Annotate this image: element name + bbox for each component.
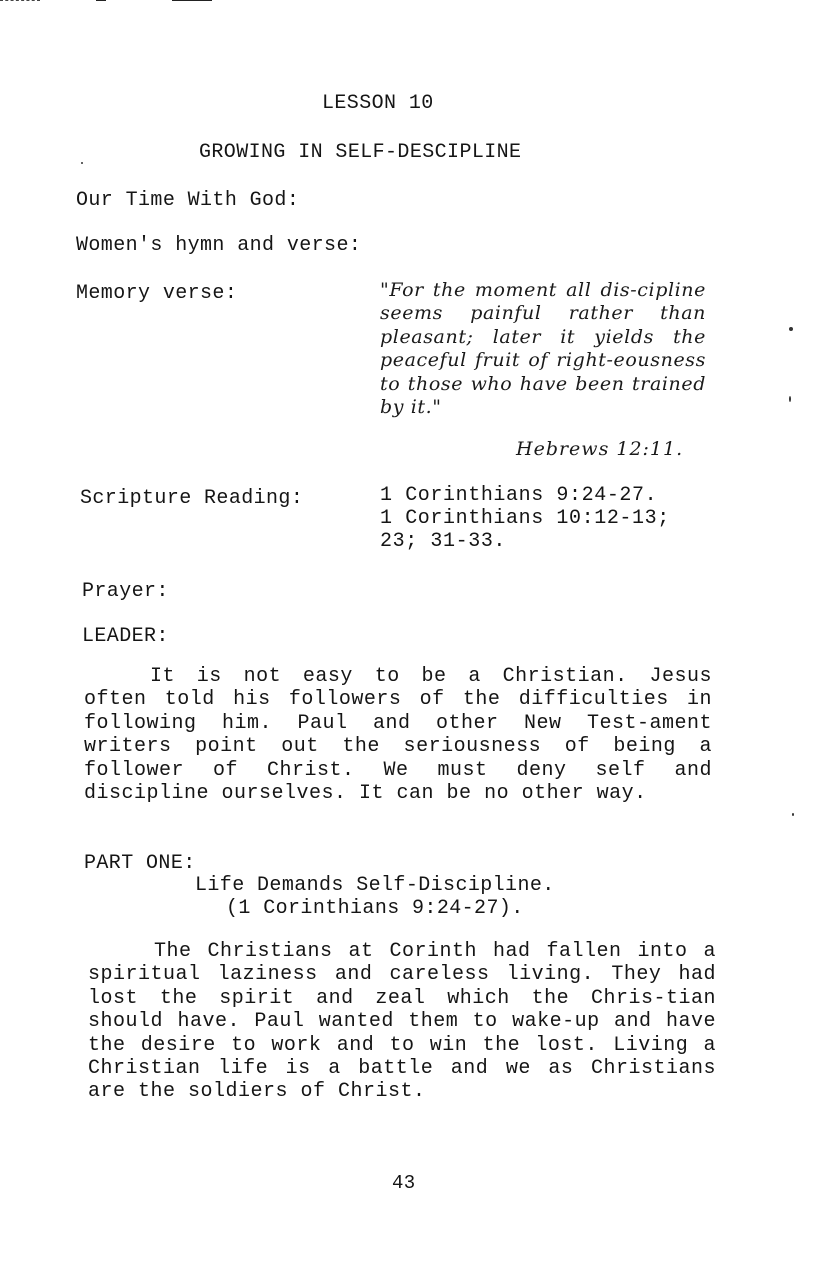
scan-speck [81,162,83,164]
page-number: 43 [392,1172,416,1194]
scripture-reading-label: Scripture Reading: [80,487,304,510]
scripture-line: 23; 31-33. [380,530,507,553]
part-one-paragraph: The Christians at Corinth had fallen into a spiritual laziness and careless living. They had lost the spirit and zeal which the Chris-tian should have. Paul wanted them to wake-up and have the desire to work and to win the lost. Living a Christian life is a battle and we as Christians are the soldiers of Christ. [88,940,716,1104]
lesson-title: GROWING IN SELF-DESCIPLINE [199,141,522,164]
memory-verse-label: Memory verse: [76,282,238,305]
part-one-heading: PART ONE: [84,852,196,875]
scan-speck [789,327,793,331]
lesson-number: LESSON 10 [322,92,434,115]
leader-label: LEADER: [82,625,169,648]
scripture-line: 1 Corinthians 9:24-27. [380,484,658,507]
scan-edge-mark [96,0,106,1]
memory-verse-reference: Hebrews 12:11. [516,438,684,460]
scan-speck [792,813,794,816]
memory-verse-text: "For the moment all dis-cipline seems painful rather than pleasant; later it yields the peaceful fruit of right-eousness to those who have been trained by it." [380,279,706,419]
scripture-references [380,484,670,553]
scan-edge-mark [0,0,40,2]
leader-paragraph: It is not easy to be a Christian. Jesus often told his followers of the difficulties in following him. Paul and other New Test-ament writers point out the seriousness of being a follower of Christ. We must deny self and discipline ourselves. It can be no other way. [84,665,712,806]
prayer-label: Prayer: [82,580,169,603]
time-with-god-label: Our Time With God: [76,189,300,212]
scripture-line: 1 Corinthians 10:12-13; [380,507,670,530]
scan-edge-mark [172,0,212,1]
part-one-title: Life Demands Self-Discipline. [195,874,555,897]
hymn-label: Women's hymn and verse: [76,234,362,257]
scan-speck [789,396,791,402]
part-one-reference: (1 Corinthians 9:24-27). [226,897,524,920]
